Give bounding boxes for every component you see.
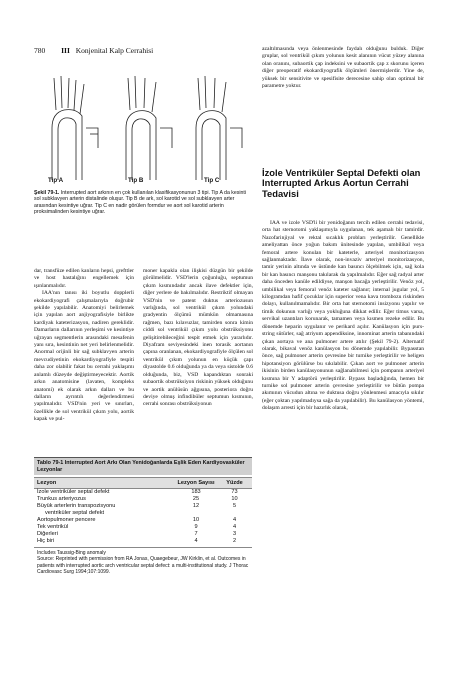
- paragraph: dar, transfüze edilen kanların hepsi, grefttler ve host hastalığını engellemek için ışınlanmalıdır.: [34, 268, 134, 289]
- figure-label-tip-a: Tip A: [48, 177, 64, 184]
- figure-caption-label: Şekil 79-1.: [34, 190, 60, 196]
- table-cell-percent: [220, 510, 249, 517]
- figure-label-tip-c: Tip C: [204, 177, 220, 184]
- lesion-table: [34, 457, 252, 575]
- table-cell-lesion: Hiç biri: [37, 538, 55, 545]
- table-header-percent: Yüzde: [226, 480, 243, 487]
- paragraph: moner kapakla olan ilişkisi düzgün bir şekilde görülmelidir. VSD'lerin çoğunluğu, septumun çıkım kısmındadır ancak ilave defektler için, diğer yerlere de bakılmalıdır. Restriktif olmayan VSD'nin ve patent duktus arteriozusun varlığında, sol ventrikül çıkım yolundaki gradyentin ölçümü mümkün olmamasına rağmen, bazı kılavuzlar, tamirden sonra kimin ciddi sol ventrikül çıkım yolu obstrüksiyonu gelişitirebileceğini tespit etmek için yararlıdır. Diyafram seviyesindeki inen torasik aortanın çapına oranlanan, ekokardiyografiyle ölçülen sol ventrikül çıkım yolunun en küçük çapı diyastolde 0.6 olduğunda ya da veya sistolde 0.6 olduğunda, biz, VSD kapandıktan sonraki subaortik obstrüksiyon riskinin yüksek olduğunu ve aortik anülüsün ağgısına, posteriora doğru deviye olmuş infindibüler septumun kısmının, cerrahi sonrası obstrüksiyonun: [143, 268, 253, 408]
- table-cell-count: 183: [191, 489, 201, 496]
- paragraph: azaltılmasında veya önlenmesinde faydalı olduğunu bulduk. Diğer gruplar, sol ventrikül çıkım yolunun kesit alanının vücut yüzey alanına olan oranını, subaortik çap indeksini ve subaortik çap z skorunu içeren diğer preoperatif ekokardiyografik ölçümleri önermişlerdir. Yine de, yüksek bir sensitivite ve spesifisite derecesine sahip olan optimal bir parametre yoktur.: [262, 46, 424, 90]
- figure-caption: [34, 190, 252, 215]
- table-cell-count: 25: [192, 496, 200, 503]
- table-header-row: [34, 477, 252, 489]
- table-cell-count: 7: [194, 531, 198, 538]
- tip-a-diagram: [52, 76, 98, 180]
- figure-label-tip-b: Tip B: [128, 177, 144, 184]
- table-cell-lesion: Trunkus arteriyozus: [37, 496, 86, 503]
- paragraph: IAA ve izole VSD'li bir yenidoğanın tercih edilen cerrahi tedavisi, orta hat sternotomi yaklaşımıyla uygulanan, tek aşamalı bir tamirdir. Nazofarinjiyal ve rektal sıcaklık probları yerleştirilir. Genellikle ameliyattan önce yoğun bakım ünitesinde yapılan, umbilikal veya femoral artere konulan bir kateterle, arteriyel monitorizasyon sağlanmaktadır. İlave olarak, non-invaziv arteriyel monitorizasyon, tamir yerinin altında ve üstünde kan basıncı ölçebilmek için, sağ kola bir kan basıncı manşonu takılarak da yapılmalıdır. Eğer sağ radyal arter daha önceden kanüle edildiyse, manşon bacağa yerleştirilir. Venöz yol, umbilikal veya femoral venöz kateter sağlanır; internal jugular yol, 5 kilogramdan hafif çocuklar için superior vena kava trombozu riskinden dolayı, kullanılmamalıdır. Bir orta hat sternotomi insizyonu yapılır ve timik dokunun varlığı veya yokluğuna dikkat edilir. Eğer timus varsa, servikal uzantıları korunarak, tamamen veya kısmen rezeke edilir. Bu dönemde heparin uygulanır ve perikard açılır. Kanülasyon için purs-string sütürler, sağ atriyum appendiksine, innominat arterin tabanındaki çıkan aortaya ve ana pulmoner artere atılır (Şekil 79-2). Alternatif olarak, bikaval venöz kanülasyon bu dönemde yapılabilir. Bypasstan önce, sağ pulmoner arterin çevresine bir turnike yerleştirilir ve heligen hipotansiyon görülürse bu sıkılabilir. Çıkan aort ve pulmoner arterin ikisinin birden kanülasyonunun sağlanabilmesi için pompanın arteriyel kısmına bir Y adaptörü yerleştirilir. Bypass başladığında, hemen bir turnike sol pulmoner arterin çevresine yerleştirilir ve bütün pompa akımının vücudun altına ve duktusa doğru yönlenmesi amacıyla sıkılır (eğer çoktan yapılmadıysa sağa da yapılabilir). Bu kanülasyon yöntemi, dolaşım arresti için bir hazırlık olarak,: [262, 220, 424, 412]
- aortic-arch-figure: [34, 68, 252, 186]
- table-footnote: Includes Taussig-Bing anomaly: [37, 550, 106, 557]
- figure-caption-text: Interrupted aort arkının en çok kullanılan klasifikasyonunun 3 tipi. Tip A da kesinti sol subklavyen arterin distalinde oluşur. Tip B de ark, sol karotid ve sol subklavyen arter arasından kesintiye uğrar. Tip C en nadir görülen formdur ve aort sol karotid arterin proksimalinden kesintiye uğrar.: [34, 190, 246, 215]
- table-cell-lesion: Aortopulmoner pencere: [37, 517, 96, 524]
- table-cell-lesion: Tek ventrikül: [37, 524, 69, 531]
- table-cell-percent: 3: [232, 531, 237, 538]
- table-cell-count: 12: [192, 503, 200, 510]
- table-title: Tablo 79-1 Interrupted Aort Arkı Olan Yenidoğanlarda Eşlik Eden Kardiyovasküler Lezyonlar: [34, 457, 252, 475]
- table-header-lesion: Lezyon: [37, 480, 57, 487]
- table-body: [34, 489, 252, 545]
- book-title: Konjenital Kalp Cerrahisi: [75, 46, 154, 55]
- tip-b-diagram: [126, 76, 172, 180]
- table-footnote: Source: Reprinted with permission from RA Jonas, Quaegebeur, JW Kirklin, et al. Outcomes in patients with interrupted aortic arch ventricular septal defect: a multi-institutional study. J Thorac Cardiovasc Surg 1994;107:1099.: [37, 556, 249, 575]
- text-column-3-body: [262, 220, 424, 413]
- table-row: [34, 503, 252, 510]
- table-row: [34, 489, 252, 496]
- table-row: [34, 524, 252, 531]
- table-cell-lesion: ventriküler septal defekt: [45, 510, 105, 517]
- table-cell-lesion: İzole ventriküler septal defekt: [37, 489, 110, 496]
- table-header-count: Lezyon Sayısı: [177, 480, 215, 487]
- page-number: 780: [34, 46, 46, 55]
- table-footnotes: [34, 547, 252, 575]
- table-cell-count: 10: [192, 517, 200, 524]
- table-row: [34, 517, 252, 524]
- table-cell-percent: 73: [231, 489, 238, 496]
- table-row: [34, 531, 252, 538]
- table-cell-percent: 5: [232, 503, 237, 510]
- text-column-1: [34, 268, 134, 424]
- table-row: [34, 538, 252, 545]
- paragraph: IAA'nın tanısı iki boyutlu dopplerli ekokardiyografi çalışmalarıyla doğrubir şekilde yapılabilir. Anatomiyi belirlemek için yapılan aort anjiyografisiyle birlikte kardiyak kateterizasyon, nadiren gereklidir. Damarların dallarının yerleşimi ve kesintiye uğrayan segmentlerin arasındaki mesafenin yanı sıra, kesintinin net yeri belirlenmelidir. Anormal orijinli bir sağ subklavyen arterin mevcudiyetinin ekokardiyografiyle tespiti daha zor olabilir fakat bu cerrahi yaklaşımı anlamlı düzeyde değiştirmeyecektir. Aortik arkın anatomisine (lavaten, kompleks anatomi) ek olarak arkın dalları ve bu dalların ayrıntılı değerlendirmesi yapılmalıdır. VSD'nin yeri ve sınırları, özellikle de sol ventrikül çıkım yolu, aortik kapak ve pul-: [34, 290, 134, 423]
- table-row: [34, 510, 252, 517]
- text-column-2: [143, 268, 253, 409]
- table-cell-lesion: Büyük arterlerin transpozisyonu: [37, 503, 116, 510]
- table-cell-lesion: Diğerleri: [37, 531, 58, 538]
- table-cell-percent: 2: [232, 538, 237, 545]
- table-cell-percent: 4: [232, 517, 237, 524]
- tip-c-diagram: [196, 76, 242, 180]
- table-cell-count: 9: [194, 524, 198, 531]
- text-column-3-top: [262, 46, 424, 90]
- table-cell-percent: 4: [232, 524, 237, 531]
- figure-labels: [34, 177, 252, 187]
- section-number: III: [61, 46, 70, 55]
- table-cell-count: 4: [194, 538, 198, 545]
- table-cell-percent: 10: [231, 496, 238, 503]
- table-cell-count: [172, 510, 220, 517]
- table-row: [34, 496, 252, 503]
- section-heading: İzole Ventriküler Septal Defekti olan Interrupted Arkus Aortun Cerrahi Tedavisi: [262, 167, 421, 199]
- page-header: [34, 46, 153, 55]
